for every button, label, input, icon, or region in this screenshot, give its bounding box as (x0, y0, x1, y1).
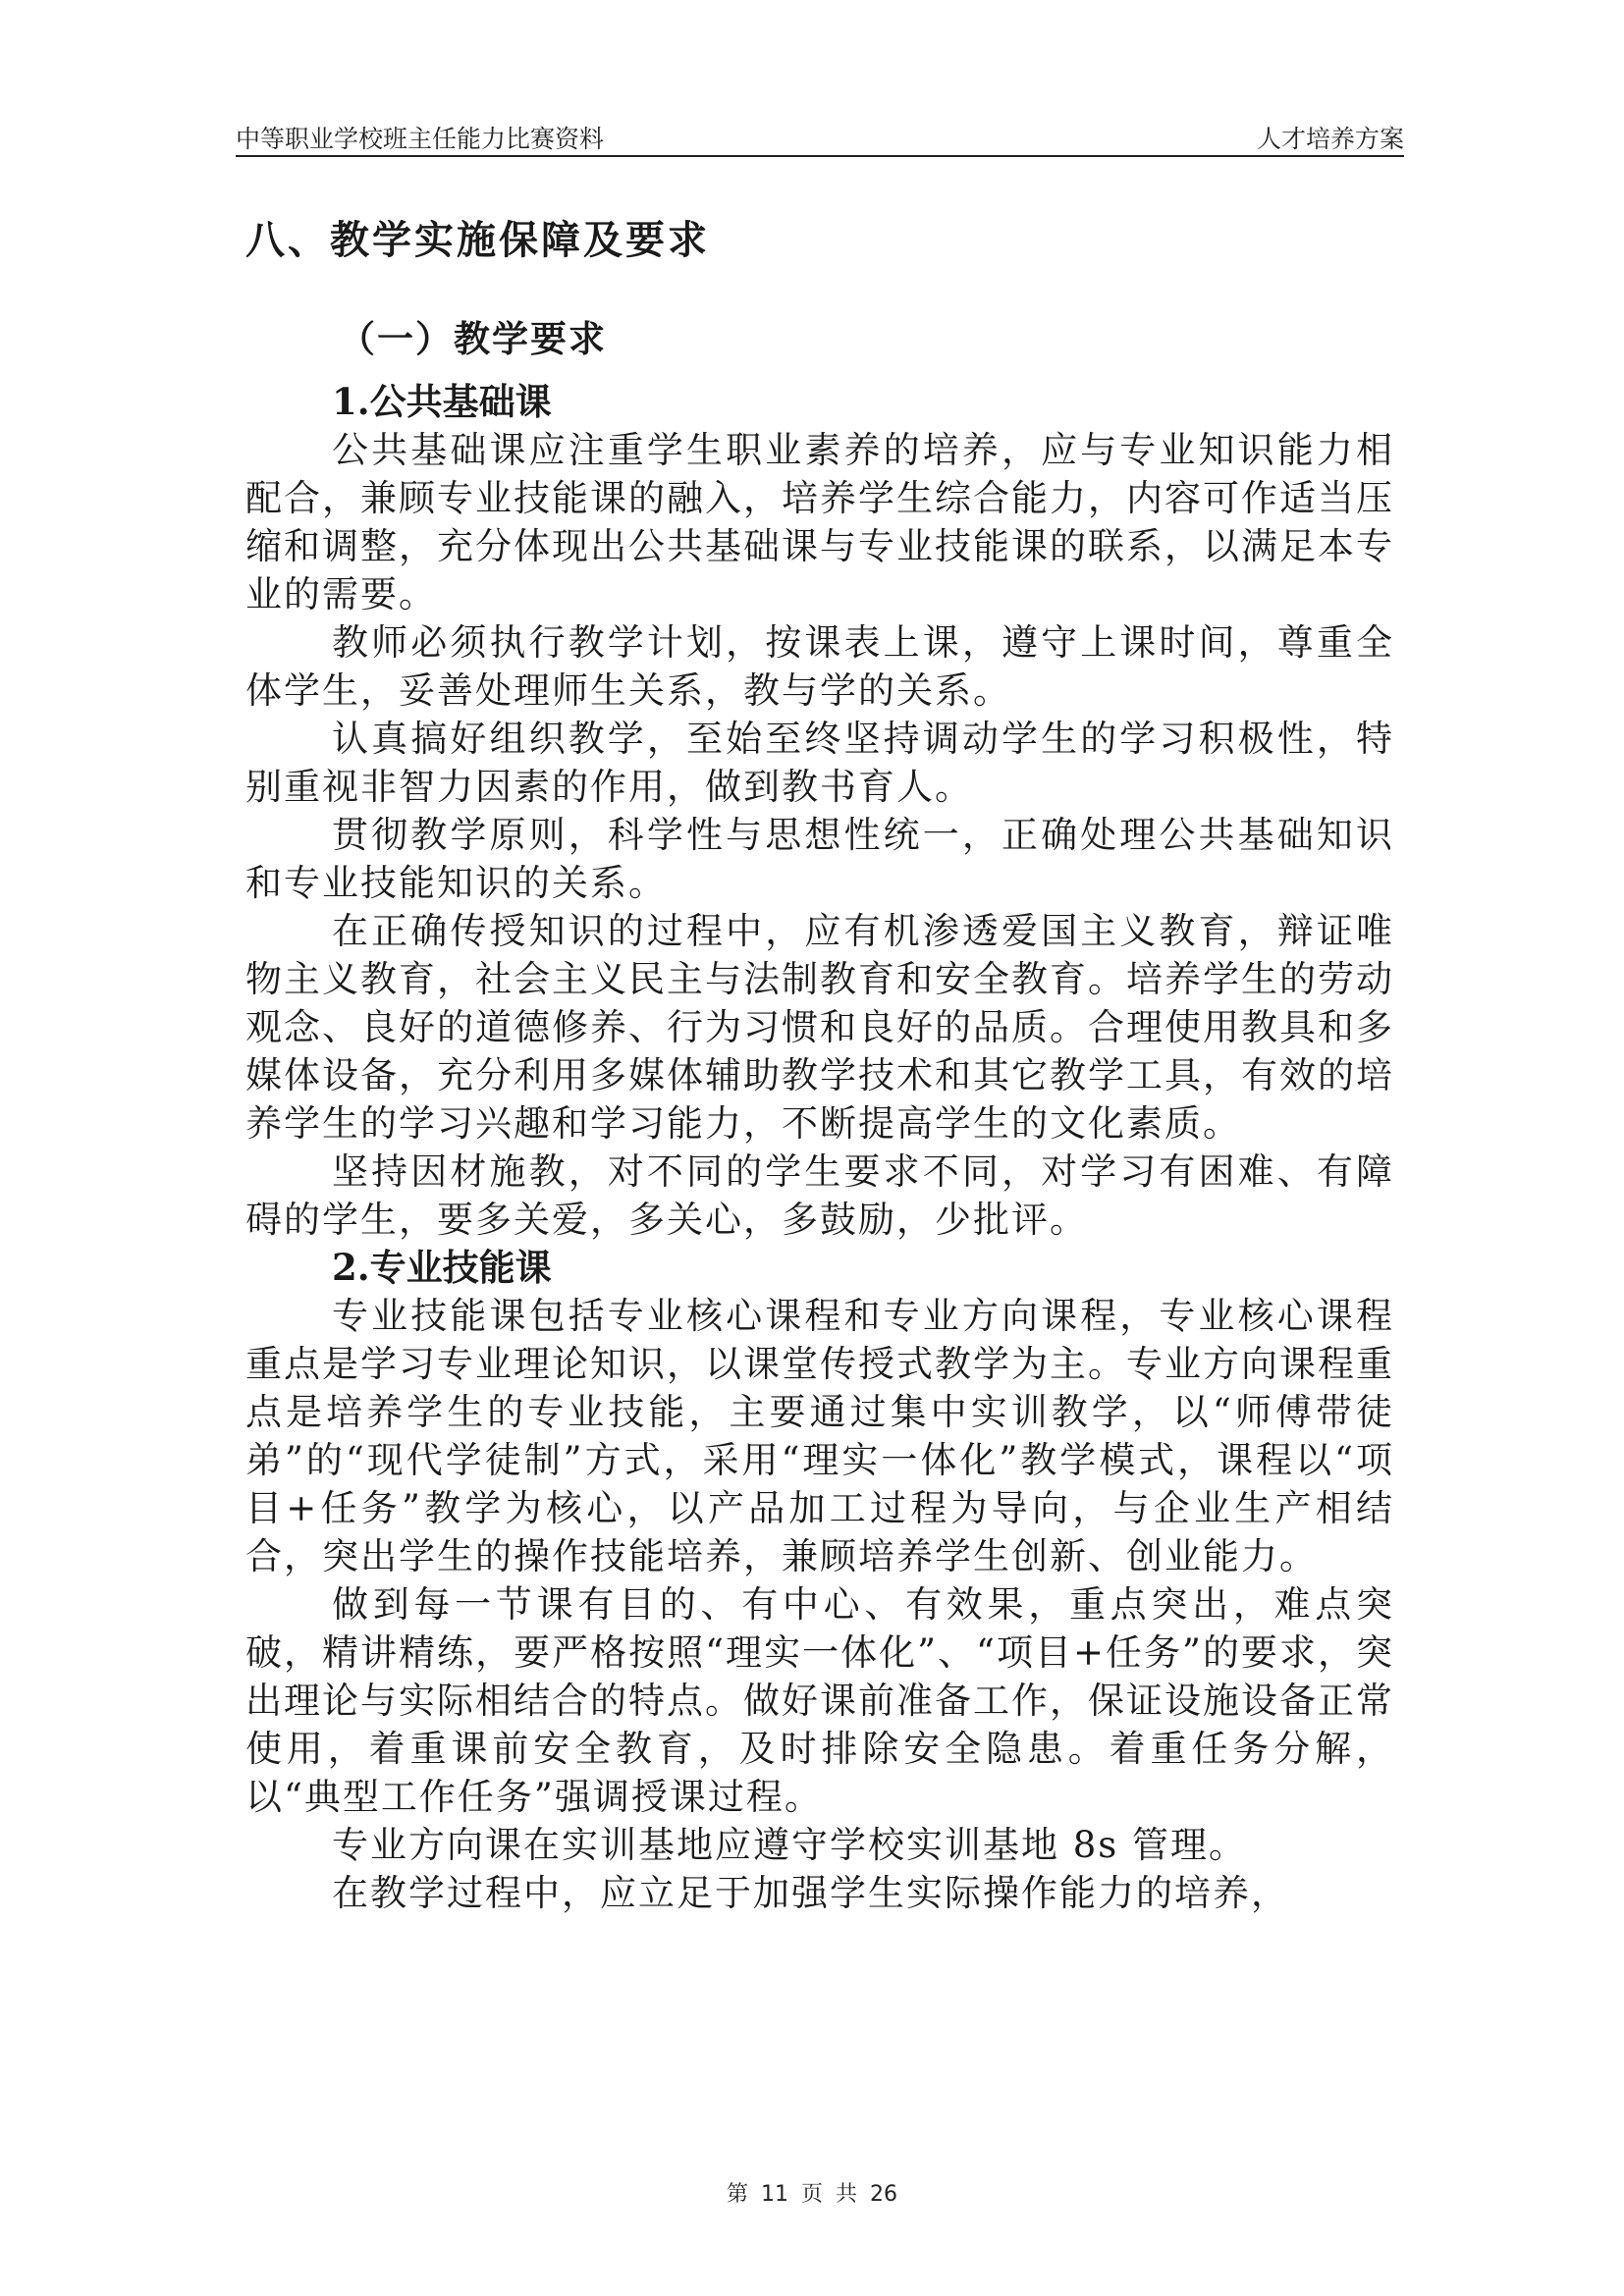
section-title: 八、教学实施保障及要求 (245, 218, 710, 263)
document-body (245, 211, 1394, 1917)
header-right-text: 人才培养方案 (1256, 125, 1404, 153)
paragraph: 在正确传授知识的过程中，应有机渗透爱国主义教育，辩证唯物主义教育，社会主义民主与法制教育和安全教育。培养学生的劳动观念、良好的道德修养、行为习惯和良好的品质。合理使用教具和多媒体设备，充分利用多媒体辅助教学技术和其它教学工具，有效的培养学生的学习兴趣和学习能力，不断提高学生的文化素质。 (245, 910, 1394, 1145)
paragraph: 专业技能课包括专业核心课程和专业方向课程，专业核心课程重点是学习专业理论知识，以课堂传授式教学为主。专业方向课程重点是培养学生的专业技能，主要通过集中实训教学，以“师傅带徒弟”的“现代学徒制”方式，采用“理实一体化”教学模式，课程以“项目+任务”教学为核心，以产品加工过程为导向，与企业生产相结合，突出学生的操作技能培养，兼顾培养学生创新、创业能力。 (245, 1295, 1394, 1577)
paragraph: 认真搞好组织教学，至始至终坚持调动学生的学习积极性，特别重视非智力因素的作用，做到教书育人。 (245, 718, 1394, 808)
paragraph: 在教学过程中，应立足于加强学生实际操作能力的培养， (332, 1872, 1289, 1914)
paragraph: 教师必须执行教学计划，按课表上课，遵守上课时间，尊重全体学生，妥善处理师生关系，教与学的关系。 (245, 621, 1394, 712)
paragraph: 坚持因材施教，对不同的学生要求不同，对学习有困难、有障碍的学生，要多关爱，多关心，多鼓励，少批评。 (245, 1150, 1394, 1241)
header-left-text: 中等职业学校班主任能力比赛资料 (236, 125, 605, 153)
paragraph: 专业方向课在实训基地应遵守学校实训基地 8s 管理。 (332, 1824, 1248, 1866)
paragraph: 公共基础课应注重学生职业素养的培养，应与专业知识能力相配合，兼顾专业技能课的融入，培养学生综合能力，内容可作适当压缩和调整，充分体现出公共基础课与专业技能课的联系，以满足本专业的需要。 (245, 429, 1394, 615)
subsection-title: （一）教学要求 (339, 317, 607, 360)
item-title-professional-courses: 2.专业技能课 (332, 1246, 552, 1289)
item-title-public-courses: 1.公共基础课 (332, 380, 552, 423)
page-number-footer: 第 11 页 共 26 (727, 2182, 897, 2207)
paragraph: 做到每一节课有目的、有中心、有效果，重点突出，难点突破，精讲精练，要严格按照“理实一体化”、“项目+任务”的要求，突出理论与实际相结合的特点。做好课前准备工作，保证设施设备正常使用，着重课前安全教育，及时排除安全隐患。着重任务分解，以“典型工作任务”强调授课过程。 (245, 1583, 1394, 1818)
page-header (236, 116, 1404, 157)
paragraph: 贯彻教学原则，科学性与思想性统一，正确处理公共基础知识和专业技能知识的关系。 (245, 814, 1394, 904)
